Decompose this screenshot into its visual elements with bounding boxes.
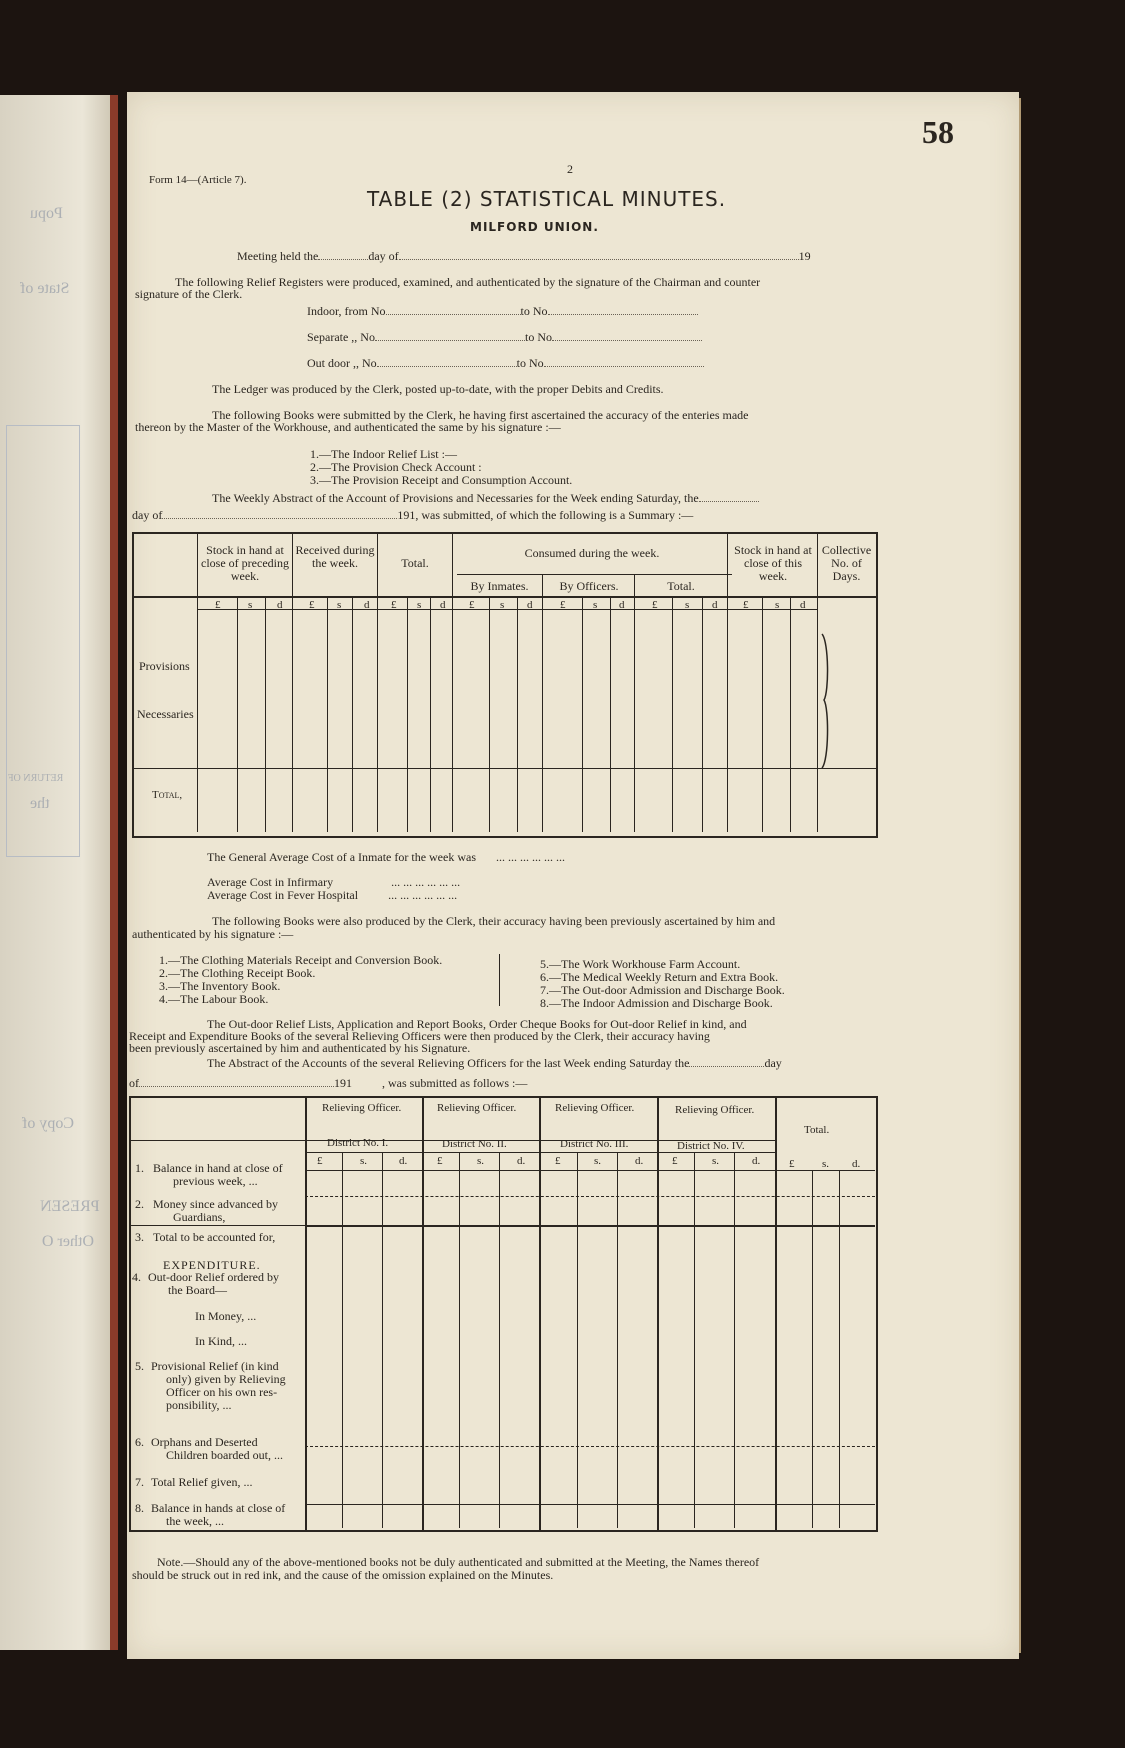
mirrored-text: the bbox=[30, 795, 50, 812]
officer-header: Relieving Officer. bbox=[675, 1104, 755, 1116]
col-collective: Collective No. of Days. bbox=[821, 543, 872, 583]
expenditure-heading: EXPENDITURE. bbox=[163, 1258, 261, 1272]
page-number: 58 bbox=[922, 114, 954, 150]
table-row: In Kind, ... bbox=[195, 1334, 247, 1348]
money-pound: £ bbox=[672, 1155, 678, 1167]
union-name: MILFORD UNION. bbox=[470, 220, 599, 234]
money-s: s. bbox=[594, 1155, 602, 1167]
register-row: Out door ,, No to No bbox=[307, 356, 704, 371]
average-cost-general: The General Average Cost of a Inmate for the week was ... ... ... ... ... ... bbox=[207, 850, 565, 864]
relief-registers-para: The following Relief Registers were produced, examined, and authenticated by the signature of the Chairman and counter bbox=[175, 275, 761, 289]
average-cost-fever: Average Cost in Fever Hospital ... ... ... ... ... ... bbox=[207, 888, 458, 902]
money-d: d bbox=[527, 599, 533, 611]
col-by-officers: By Officers. bbox=[559, 579, 619, 593]
money-d: d. bbox=[852, 1158, 861, 1170]
money-s: s bbox=[248, 599, 253, 611]
table-row: 5. Provisional Relief (in kind only) given by Relieving Officer on his own res- ponsibility, ... bbox=[135, 1359, 286, 1412]
money-pound: £ bbox=[309, 599, 315, 611]
table-row: 8. Balance in hands at close of the week, ... bbox=[135, 1501, 286, 1528]
ledger-line: The Ledger was produced by the Clerk, posted up-to-date, with the proper Debits and Credits. bbox=[212, 382, 664, 396]
mirrored-text: State of bbox=[20, 280, 70, 297]
list-item: 2.—The Clothing Receipt Book. bbox=[159, 966, 316, 980]
list-item: 1.—The Indoor Relief List :— bbox=[310, 447, 457, 461]
list-item: 7.—The Out-door Admission and Discharge Book. bbox=[540, 983, 785, 997]
money-d: d bbox=[440, 599, 446, 611]
mirrored-text: RETURN OF bbox=[8, 773, 64, 784]
brace-mark bbox=[820, 632, 832, 772]
officer-header: Relieving Officer. bbox=[555, 1102, 635, 1114]
money-s: s bbox=[775, 599, 780, 611]
mirrored-text: Copy of bbox=[22, 1115, 74, 1132]
also-para-1: The following Books were also produced by the Clerk, their accuracy having been previously ascertained by him and bbox=[212, 914, 776, 928]
books-list bbox=[310, 448, 572, 487]
officer-header: Relieving Officer. bbox=[322, 1102, 402, 1114]
col-cons-total: Total. bbox=[667, 579, 695, 593]
district-label: District No. I. bbox=[327, 1137, 389, 1149]
page-sub-number: 2 bbox=[567, 162, 573, 176]
col-total: Total. bbox=[401, 556, 429, 570]
row-label-necessaries: Necessaries bbox=[137, 707, 194, 721]
money-pound: £ bbox=[743, 599, 749, 611]
table-row: 4. Out-door Relief ordered by the Board— bbox=[132, 1270, 279, 1297]
money-d: d. bbox=[517, 1155, 526, 1167]
money-d: d bbox=[619, 599, 625, 611]
district-label: District No. III. bbox=[560, 1138, 629, 1150]
col-consumed: Consumed during the week. bbox=[524, 546, 660, 560]
list-item: 3.—The Provision Receipt and Consumption Account. bbox=[310, 473, 573, 487]
money-s: s bbox=[593, 599, 598, 611]
list-item: 5.—The Work Workhouse Farm Account. bbox=[540, 957, 741, 971]
register-row: Separate ,, No to No bbox=[307, 330, 702, 345]
money-s: s. bbox=[822, 1158, 830, 1170]
average-cost-infirmary: Average Cost in Infirmary ... ... ... ... ... ... bbox=[207, 875, 461, 889]
page-edge bbox=[1019, 98, 1021, 1653]
list-item: 3.—The Inventory Book. bbox=[159, 979, 281, 993]
row-label-provisions: Provisions bbox=[139, 659, 190, 673]
money-d: d bbox=[364, 599, 370, 611]
money-pound: £ bbox=[317, 1155, 323, 1167]
col-received: Received during the week. bbox=[295, 543, 375, 570]
mirrored-text: Popu bbox=[30, 205, 63, 222]
note-line-2: should be struck out in red ink, and the cause of the omission explained on the Minutes. bbox=[132, 1568, 554, 1582]
table-row: 1. Balance in hand at close of previous week, ... bbox=[135, 1161, 283, 1188]
money-s: s. bbox=[712, 1155, 720, 1167]
row-label-total: Total, bbox=[152, 789, 183, 801]
outdoor-para-4: The Abstract of the Accounts of the several Relieving Officers for the last Week ending Saturday the day bbox=[207, 1056, 782, 1070]
money-pound: £ bbox=[789, 1158, 795, 1170]
officer-header: Relieving Officer. bbox=[437, 1102, 517, 1114]
outdoor-para-1: The Out-door Relief Lists, Application and Report Books, Order Cheque Books for Out-door Relief in kind, and bbox=[207, 1017, 747, 1031]
books-para-2: thereon by the Master of the Workhouse, and authenticated the same by his signature :— bbox=[135, 420, 561, 434]
col-stock-close: Stock in hand at close of this week. bbox=[734, 543, 812, 583]
table-row: 2. Money since advanced by Guardians, bbox=[135, 1197, 278, 1224]
also-para-2: authenticated by his signature :— bbox=[132, 927, 294, 941]
also-books-right bbox=[540, 958, 785, 1010]
col-stock-open: Stock in hand at close of preceding week. bbox=[201, 543, 289, 583]
total-header: Total. bbox=[804, 1124, 830, 1136]
outdoor-para-2: Receipt and Expenditure Books of the several Relieving Officers were then produced by the Clerk, their accuracy having bbox=[129, 1029, 710, 1043]
money-pound: £ bbox=[469, 599, 475, 611]
money-pound: £ bbox=[652, 599, 658, 611]
money-s: s bbox=[685, 599, 690, 611]
money-pound: £ bbox=[437, 1155, 443, 1167]
mirrored-table bbox=[6, 425, 80, 857]
money-d: d. bbox=[752, 1155, 761, 1167]
meeting-line: Meeting held the day of 19 bbox=[237, 249, 811, 263]
money-d: d. bbox=[635, 1155, 644, 1167]
table-row: 6. Orphans and Deserted Children boarded out, ... bbox=[135, 1435, 283, 1462]
list-item: 4.—The Labour Book. bbox=[159, 992, 269, 1006]
list-item: 8.—The Indoor Admission and Discharge Book. bbox=[540, 996, 773, 1010]
money-pound: £ bbox=[555, 1155, 561, 1167]
mirrored-text: Other O bbox=[42, 1233, 94, 1250]
table-row: 3. Total to be accounted for, bbox=[135, 1230, 276, 1244]
list-item: 6.—The Medical Weekly Return and Extra Book. bbox=[540, 970, 779, 984]
money-pound: £ bbox=[391, 599, 397, 611]
money-s: s. bbox=[477, 1155, 485, 1167]
money-s: s bbox=[500, 599, 505, 611]
outdoor-para-5: of 191 , was submitted as follows :— bbox=[129, 1076, 528, 1090]
abstract-para-1: The Weekly Abstract of the Account of Provisions and Necessaries for the Week ending Saturday, the bbox=[212, 491, 759, 506]
list-item: 1.—The Clothing Materials Receipt and Conversion Book. bbox=[159, 953, 443, 967]
table-row: In Money, ... bbox=[195, 1309, 257, 1323]
mirrored-text: PRESEN bbox=[40, 1198, 100, 1215]
abstract-para-2: day of 191, was submitted, of which the following is a Summary :— bbox=[132, 508, 694, 522]
outdoor-para-3: been previously ascertained by him and authenticated by his Signature. bbox=[129, 1041, 471, 1055]
register-row: Indoor, from No to No bbox=[307, 304, 698, 319]
district-label: District No. II. bbox=[442, 1138, 507, 1150]
form-page bbox=[127, 92, 1019, 1659]
money-d: d bbox=[712, 599, 718, 611]
money-d: d bbox=[277, 599, 283, 611]
col-by-inmates: By Inmates. bbox=[470, 579, 529, 593]
money-d: d. bbox=[399, 1155, 408, 1167]
note-line-1: Note.—Should any of the above-mentioned books not be duly authenticated and submitted at the Meeting, the Names thereof bbox=[157, 1555, 760, 1569]
money-s: s bbox=[417, 599, 422, 611]
money-pound: £ bbox=[215, 599, 221, 611]
left-page-edge bbox=[0, 95, 118, 1650]
page-title: TABLE (2) STATISTICAL MINUTES. bbox=[367, 187, 727, 211]
money-s: s. bbox=[360, 1155, 368, 1167]
books-para-1: The following Books were submitted by the Clerk, he having first ascertained the accuracy of the enteries made bbox=[212, 408, 749, 422]
form-reference: Form 14—(Article 7). bbox=[149, 174, 247, 186]
also-books-left bbox=[159, 954, 442, 1006]
district-label: District No. IV. bbox=[677, 1140, 745, 1152]
money-s: s bbox=[337, 599, 342, 611]
money-d: d bbox=[800, 599, 806, 611]
money-pound: £ bbox=[560, 599, 566, 611]
table-row: 7. Total Relief given, ... bbox=[135, 1475, 253, 1489]
page-binding-edge bbox=[110, 95, 118, 1650]
relief-registers-para-2: signature of the Clerk. bbox=[135, 287, 243, 301]
list-item: 2.—The Provision Check Account : bbox=[310, 460, 482, 474]
